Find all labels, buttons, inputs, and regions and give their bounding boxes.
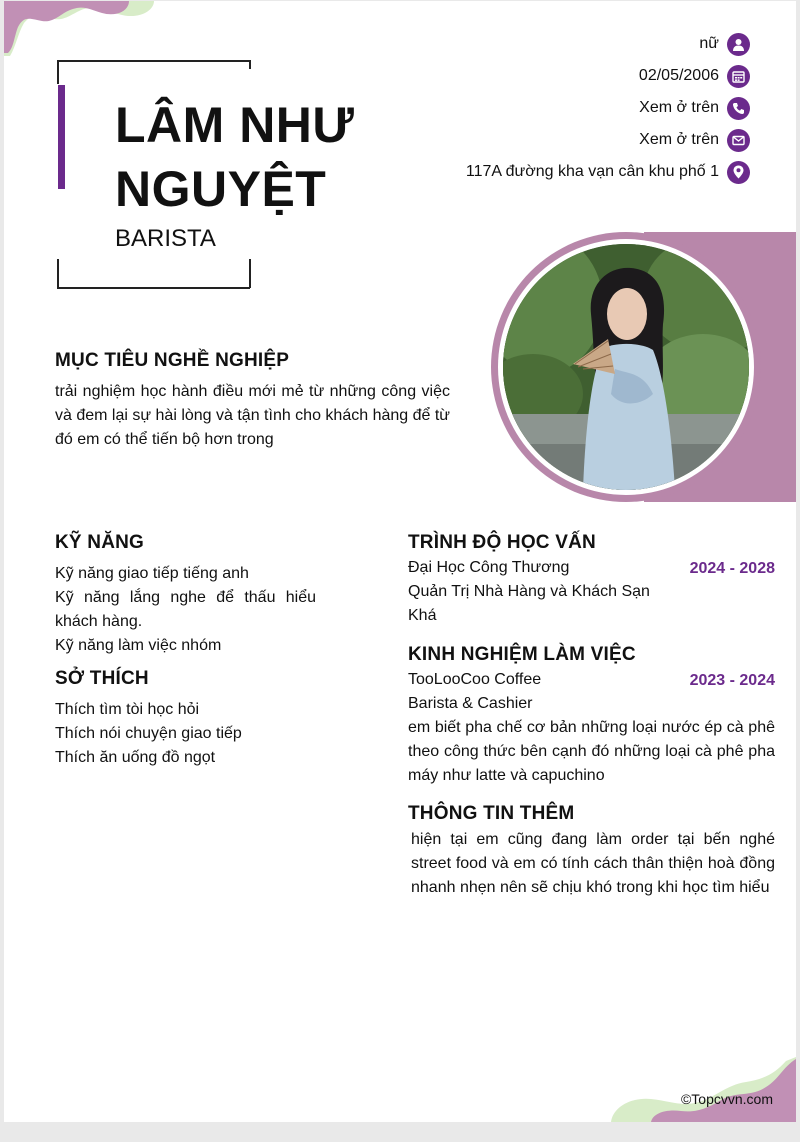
contact-email bbox=[639, 127, 750, 153]
hobbies-title: SỞ THÍCH bbox=[55, 668, 149, 689]
contact-birthdate bbox=[639, 63, 750, 89]
skill-item: Kỹ năng lắng nghe để thấu hiểu khách hàng. bbox=[55, 589, 316, 630]
footer-credit: ©Topcvvn.com bbox=[680, 1091, 773, 1107]
contact-value: nữ bbox=[699, 35, 719, 52]
contact-value: 117A đường kha vạn cân khu phố 1 bbox=[465, 163, 719, 180]
objective-title: MỤC TIÊU NGHỀ NGHIỆP bbox=[55, 350, 290, 371]
name-accent-bar bbox=[58, 85, 65, 189]
profile-photo bbox=[503, 244, 749, 490]
experience-title: KINH NGHIỆM LÀM VIỆC bbox=[408, 644, 636, 665]
experience-position: Barista & Cashier bbox=[408, 695, 533, 712]
hobby-item: Thích ăn uống đồ ngọt bbox=[55, 749, 216, 766]
name-frame-right-bottom bbox=[249, 259, 251, 288]
name-frame-left-top bbox=[57, 60, 59, 84]
additional-info-text: hiện tại em cũng đang làm order tại bến nghé street food và em có tính cách thân thiện hoà đồng nhanh nhẹn nên sẽ chịu khó trong khi học tìm hiểu bbox=[411, 831, 775, 896]
name-frame-left-bottom bbox=[57, 259, 59, 288]
experience-company: TooLooCoo Coffee bbox=[408, 671, 542, 688]
contact-value: Xem ở trên bbox=[639, 131, 719, 148]
name-frame-right-top bbox=[249, 60, 251, 69]
location-pin-icon bbox=[727, 161, 750, 184]
candidate-name: LÂM NHƯ NGUYỆT bbox=[115, 97, 355, 217]
hobby-item: Thích tìm tòi học hỏi bbox=[55, 701, 200, 718]
contact-address bbox=[466, 159, 750, 185]
skills-title: KỸ NĂNG bbox=[55, 532, 145, 553]
mail-icon bbox=[727, 129, 750, 152]
cv-page bbox=[4, 1, 796, 1122]
experience-period: 2023 - 2024 bbox=[689, 672, 775, 689]
contact-value: Xem ở trên bbox=[639, 99, 719, 116]
name-frame-top bbox=[57, 60, 250, 62]
hobby-item: Thích nói chuyện giao tiếp bbox=[55, 725, 242, 742]
contact-phone bbox=[639, 95, 750, 121]
education-school: Đại Học Công Thương bbox=[408, 559, 570, 576]
phone-icon bbox=[727, 97, 750, 120]
name-frame-bottom bbox=[57, 287, 250, 289]
contact-gender bbox=[699, 31, 750, 57]
education-period: 2024 - 2028 bbox=[689, 560, 775, 577]
top-left-decoration bbox=[4, 1, 164, 61]
education-grade: Khá bbox=[408, 607, 437, 624]
education-title: TRÌNH ĐỘ HỌC VẤN bbox=[408, 532, 596, 553]
bottom-right-decoration bbox=[611, 1057, 796, 1122]
job-title: BARISTA bbox=[115, 225, 216, 252]
education-major: Quản Trị Nhà Hàng và Khách Sạn bbox=[408, 583, 650, 600]
calendar-icon bbox=[727, 65, 750, 88]
objective-text: trải nghiệm học hành điều mới mẻ từ những công việc và đem lại sự hài lòng và tận tình cho khách hàng để từ đó em có thể tiến bộ hơn trong bbox=[55, 383, 450, 448]
additional-info-title: THÔNG TIN THÊM bbox=[408, 803, 575, 824]
skill-item: Kỹ năng giao tiếp tiếng anh bbox=[55, 565, 249, 582]
person-icon bbox=[727, 33, 750, 56]
skill-item: Kỹ năng làm việc nhóm bbox=[55, 637, 222, 654]
contact-value: 02/05/2006 bbox=[638, 67, 719, 84]
experience-description: em biết pha chế cơ bản những loại nước ép cà phê theo công thức bên cạnh đó những loại cà phê pha máy như latte và capuchino bbox=[408, 719, 775, 784]
